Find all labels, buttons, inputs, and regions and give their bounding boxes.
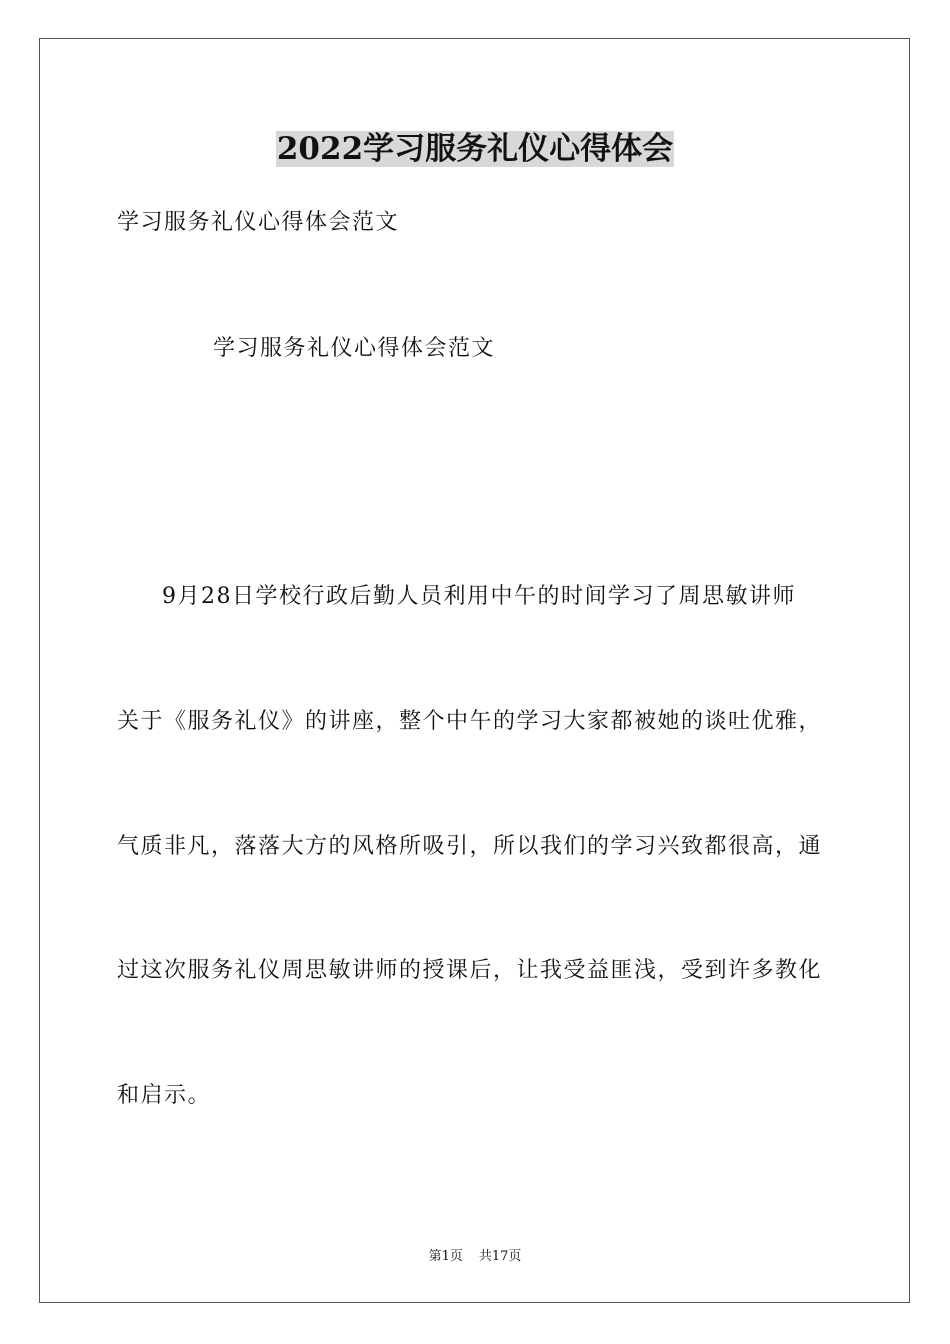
paragraph-line: 关于《服务礼仪》的讲座，整个中午的学习大家都被她的谈吐优雅， (117, 709, 823, 734)
page-total: 共17页 (478, 1249, 522, 1264)
paragraph-line: 过这次服务礼仪周思敏讲师的授课后，让我受益匪浅，受到许多教化 (117, 958, 823, 983)
document-title (0, 127, 950, 171)
document-subtitle: 学习服务礼仪心得体会范文 (117, 210, 400, 235)
paragraph-line: 和启示。 (117, 1083, 212, 1108)
paragraph-line: 气质非凡，落落大方的风格所吸引，所以我们的学习兴致都很高，通 (117, 834, 823, 859)
paragraph-line: 9月28日学校行政后勤人员利用中午的时间学习了周思敏讲师 (162, 584, 796, 609)
page-number: 第1页 (428, 1249, 463, 1264)
document-subtitle-repeat: 学习服务礼仪心得体会范文 (213, 336, 496, 361)
document-title-text: 2022学习服务礼仪心得体会 (276, 131, 674, 167)
page-footer (0, 1248, 950, 1266)
